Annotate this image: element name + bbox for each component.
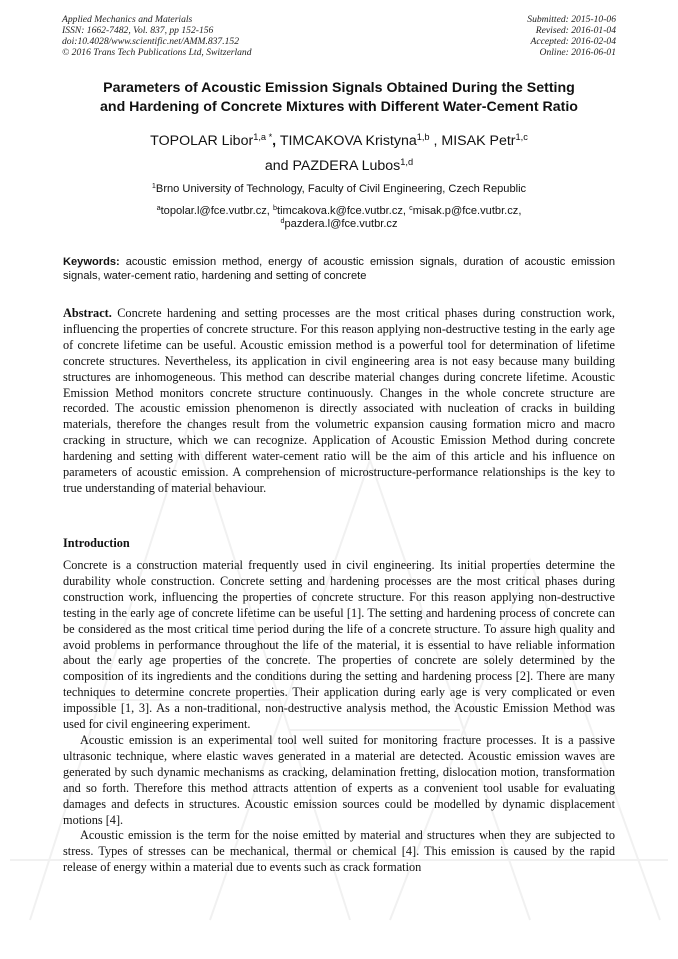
header-left bbox=[62, 14, 252, 58]
affiliation-sup: 1 bbox=[151, 181, 156, 191]
author-pazdera: PAZDERA Lubos bbox=[292, 158, 401, 174]
author-emails bbox=[40, 205, 638, 231]
affiliation-text: Brno University of Technology, Faculty of Civil Engineering, Czech Republic bbox=[155, 183, 527, 195]
email-c-sup: c bbox=[409, 203, 413, 213]
intro-paragraph-1: Concrete is a construction material frequently used in civil engineering. Its initial properties determine the durability whole construction. Concrete setting and hardening processes are the most critical phases during construction work, influencing the properties of concrete structure. For this reason applying non-destructive testing in the early age of concrete lifetime can be useful [1]. The setting and hardening process of concrete can be considered as the most critical time period during the life of a concrete structure. To assure high quality and avoid problems in performance throughout the life of the material, it is essential to have reliable information about the early age properties of the concrete. The properties of concrete are solely determined by the composition of its ingredients and the conditions during the setting and hardening process [2]. There are many techniques to determine concrete properties. Their application during early age is very complicated or even impossible [1, 3]. As a non-traditional, non-destructive analysis method, the Acoustic Emission Method was used for civil engineering experiment. bbox=[63, 558, 615, 732]
copyright: © 2016 Trans Tech Publications Ltd, Switzerland bbox=[62, 47, 252, 58]
revised-date: Revised: 2016-01-04 bbox=[535, 25, 616, 36]
keywords-text: acoustic emission method, energy of acoustic emission signals, duration of acoustic emission signals, water-cement ratio, hardening and setting of concrete bbox=[63, 256, 616, 282]
author-and: and bbox=[264, 158, 289, 174]
author-topolar-sup: 1,a * bbox=[253, 131, 273, 142]
title-line-2: and Hardening of Concrete Mixtures with Different Water-Cement Ratio bbox=[100, 99, 578, 115]
issn: ISSN: 1662-7482, Vol. 837, pp 152-156 bbox=[62, 25, 214, 36]
abstract-text: Concrete hardening and setting processes are the most critical phases during construction work, influencing the properties of concrete structure. For this reason applying non-destructive testing in the early age of concrete lifetime can be useful. Acoustic emission method is a powerful tool for determination of lifetime concrete structures. Nevertheless, its application in civil engineering area is not easy because many building structures are inhomogeneous. This method can describe material changes during concrete lifetime. Acoustic Emission Method monitors concrete structure continuously. Changes in the whole concrete structure are recorded. The acoustic emission phenomenon is directly associated with nucleation of cracks in building materials, therefore the changes result from the volumetric expansion causing formation micro and macro cracking in structure, which we can recognize. Application of Acoustic Emission Method during concrete hardening and setting with different water-cement ratio will be the aim of this article and his influence on parameters of acoustic emission. A comprehension of microstructure-performance relationships is the key to true understanding of material behaviour. bbox=[63, 306, 615, 495]
intro-paragraph-3: Acoustic emission is the term for the noise emitted by material and structures when they are subjected to stress. Types of stresses can be mechanical, thermal or chemical [4]. This emission is caused by the rapid release of energy within a material due to events such as crack formation bbox=[63, 828, 615, 875]
affiliation bbox=[40, 182, 638, 196]
introduction-body bbox=[63, 558, 615, 876]
keywords bbox=[63, 255, 615, 283]
accepted-date: Accepted: 2016-02-04 bbox=[530, 36, 616, 47]
author-misak: MISAK Petr bbox=[441, 133, 516, 149]
doi: doi:10.4028/www.scientific.net/AMM.837.152 bbox=[62, 36, 240, 47]
email-pazdera: pazdera.l@fce.vutbr.cz bbox=[284, 218, 398, 230]
email-a-sup: a bbox=[156, 203, 161, 213]
online-date: Online: 2016-06-01 bbox=[539, 47, 616, 58]
paper-title bbox=[40, 79, 638, 117]
abstract bbox=[63, 306, 615, 497]
email-b-sup: b bbox=[272, 203, 277, 213]
keywords-label: Keywords: bbox=[63, 256, 120, 268]
author-line-2 bbox=[40, 154, 638, 179]
intro-paragraph-2: Acoustic emission is an experimental tool well suited for monitoring fracture processes. It is a passive ultrasonic technique, where elastic waves generated in a material are detected. Acoustic emission waves are generated by such dynamic mechanisms as cracking, delamination fretting, dislocation motion, transformation and so forth. Therefore this method attracts attention of experts as a convenient tool usable for evaluating damages and defects in structures. Acoustic emission sources could be modelled by dynamic displacement motions [4]. bbox=[63, 732, 615, 827]
author-timcakova: TIMCAKOVA Kristyna bbox=[279, 133, 417, 149]
header-right bbox=[527, 14, 616, 58]
author-misak-sup: 1,c bbox=[515, 131, 528, 142]
email-d-sup: d bbox=[280, 216, 285, 226]
title-line-1: Parameters of Acoustic Emission Signals Obtained During the Setting bbox=[103, 80, 575, 96]
author-topolar: TOPOLAR Libor bbox=[150, 133, 254, 149]
email-timcakova: timcakova.k@fce.vutbr.cz, bbox=[277, 205, 407, 217]
author-line-1: TOPOLAR Libor$^{1,a *}$, TIMCAKOVA Kristyna$^{1,b}$ , MISAK Petr$^{1,c}$ bbox=[150, 131, 528, 149]
email-line-1 bbox=[40, 205, 638, 218]
author-pazdera-sup: 1,d bbox=[400, 156, 414, 167]
section-heading-introduction: Introduction bbox=[63, 536, 130, 550]
email-line-2 bbox=[40, 218, 638, 231]
abstract-label: Abstract. bbox=[63, 306, 112, 320]
email-misak: misak.p@fce.vutbr.cz, bbox=[412, 205, 522, 217]
author-timcakova-sup: 1,b bbox=[416, 131, 430, 142]
submitted-date: Submitted: 2015-10-06 bbox=[527, 14, 616, 25]
journal-name: Applied Mechanics and Materials bbox=[62, 14, 193, 25]
email-topolar: topolar.l@fce.vutbr.cz, bbox=[160, 205, 270, 217]
author-list bbox=[40, 129, 638, 179]
